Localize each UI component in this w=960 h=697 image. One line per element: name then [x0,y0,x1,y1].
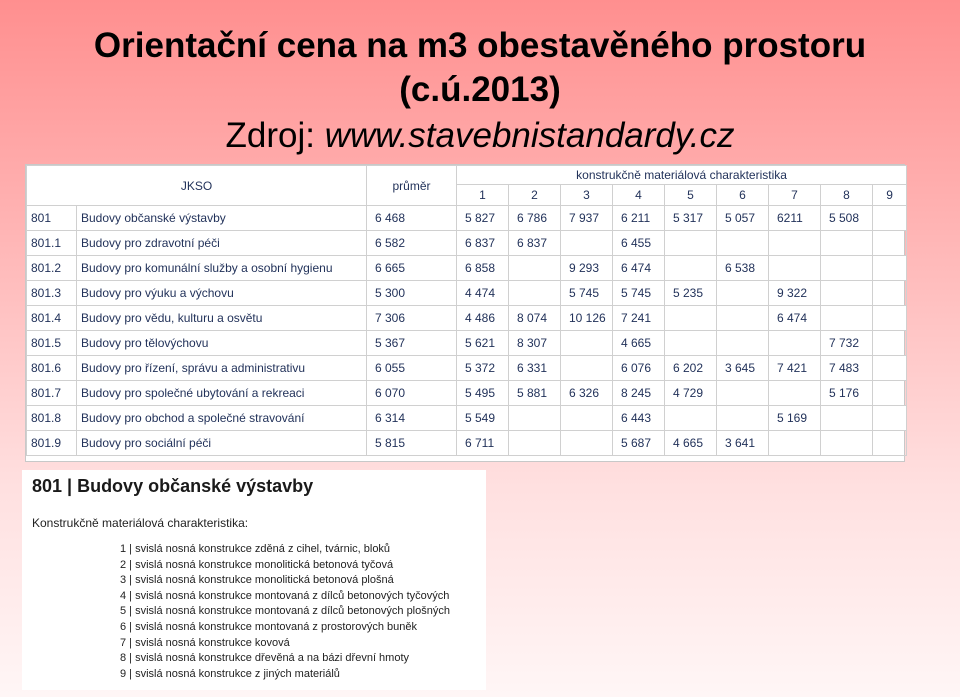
row-value [873,331,907,356]
row-value [561,231,613,256]
header-col-5: 5 [665,185,717,206]
row-value: 5 057 [717,206,769,231]
row-value: 5 235 [665,281,717,306]
table-row [27,206,907,231]
row-name: Budovy pro společné ubytování a rekreaci [77,381,367,406]
header-col-4: 4 [613,185,665,206]
row-value [821,231,873,256]
row-value: 6 474 [769,306,821,331]
row-value: 6 443 [613,406,665,431]
header-col-6: 6 [717,185,769,206]
row-value [769,381,821,406]
row-value: 6 331 [509,356,561,381]
header-col-2: 2 [509,185,561,206]
source-url: www.stavebnistandardy.cz [324,116,735,155]
table-row [27,356,907,381]
row-value: 6 202 [665,356,717,381]
legend-item: 3 | svislá nosná konstrukce monolitická betonová plošná [120,574,394,587]
row-name: Budovy pro tělovýchovu [77,331,367,356]
row-code: 801 [27,206,77,231]
row-value: 6 538 [717,256,769,281]
row-name: Budovy pro obchod a společné stravování [77,406,367,431]
row-value: 6 837 [509,231,561,256]
row-value: 6 786 [509,206,561,231]
row-value: 5 176 [821,381,873,406]
legend-item: 5 | svislá nosná konstrukce montovaná z dílců betonových plošných [120,605,450,618]
row-name: Budovy pro zdravotní péči [77,231,367,256]
row-value: 5 169 [769,406,821,431]
row-value [561,431,613,456]
legend-item: 2 | svislá nosná konstrukce monolitická betonová tyčová [120,558,394,571]
row-value: 5 687 [613,431,665,456]
row-value: 4 486 [457,306,509,331]
row-value: 6 326 [561,381,613,406]
row-value: 7 241 [613,306,665,331]
row-value [717,281,769,306]
legend-item: 7 | svislá nosná konstrukce kovová [120,636,290,649]
header-jkso: JKSO [27,166,367,206]
row-value: 7 937 [561,206,613,231]
row-value [873,406,907,431]
header-col-3: 3 [561,185,613,206]
row-value [873,206,907,231]
row-value [873,431,907,456]
row-value: 5 372 [457,356,509,381]
row-value [561,406,613,431]
row-value [873,306,907,331]
row-value [561,356,613,381]
row-value: 4 729 [665,381,717,406]
row-value: 4 665 [613,331,665,356]
legend-item: 1 | svislá nosná konstrukce zděná z cihel, tvárnic, bloků [120,543,391,555]
row-value: 6 474 [613,256,665,281]
row-value: 7 421 [769,356,821,381]
row-average: 6 468 [367,206,457,231]
row-value: 5 495 [457,381,509,406]
row-value: 7 483 [821,356,873,381]
row-code: 801.8 [27,406,77,431]
row-value: 6 711 [457,431,509,456]
row-value [769,231,821,256]
row-name: Budovy pro komunální služby a osobní hygienu [77,256,367,281]
row-name: Budovy občanské výstavby [77,206,367,231]
row-value [509,431,561,456]
row-value [821,281,873,306]
legend-item: 4 | svislá nosná konstrukce montovaná z dílců betonových tyčových [120,589,450,602]
row-value: 6211 [769,206,821,231]
table-row [27,256,907,281]
row-value [665,306,717,331]
row-average: 6 070 [367,381,457,406]
row-value [509,281,561,306]
row-value: 6 858 [457,256,509,281]
row-code: 801.5 [27,331,77,356]
legend-panel [22,470,486,690]
header-col-1: 1 [457,185,509,206]
row-average: 6 582 [367,231,457,256]
legend-item: 6 | svislá nosná konstrukce montovaná z prostorových buněk [120,620,417,633]
title-line-2: (c.ú.2013) [399,70,561,109]
row-code: 801.7 [27,381,77,406]
header-group: konstrukčně materiálová charakteristika [457,166,907,185]
row-value [665,256,717,281]
row-value: 5 508 [821,206,873,231]
row-name: Budovy pro sociální péči [77,431,367,456]
row-code: 801.6 [27,356,77,381]
row-value [769,256,821,281]
header-col-7: 7 [769,185,821,206]
row-code: 801.9 [27,431,77,456]
table-row [27,306,907,331]
row-value [509,406,561,431]
row-average: 6 055 [367,356,457,381]
row-value: 4 474 [457,281,509,306]
row-value [873,356,907,381]
table-row [27,331,907,356]
row-value [717,381,769,406]
row-value [821,406,873,431]
row-value [561,331,613,356]
row-value [665,406,717,431]
row-name: Budovy pro výuku a výchovu [77,281,367,306]
row-average: 5 815 [367,431,457,456]
row-value [717,231,769,256]
legend-list [120,542,450,682]
row-value [717,406,769,431]
row-value: 5 881 [509,381,561,406]
table-row [27,381,907,406]
legend-item: 8 | svislá nosná konstrukce dřevěná a na bázi dřevní hmoty [120,652,410,665]
row-value [821,256,873,281]
legend-title: 801 | Budovy občanské výstavby [32,476,314,496]
row-value [769,331,821,356]
row-average: 7 306 [367,306,457,331]
row-value: 5 745 [613,281,665,306]
source-prefix: Zdroj: [225,116,315,155]
row-value: 4 665 [665,431,717,456]
row-value [665,231,717,256]
title-line-1: Orientační cena na m3 obestavěného prostoru [93,26,867,65]
row-value [873,256,907,281]
row-value [821,306,873,331]
row-average: 6 665 [367,256,457,281]
row-value: 6 837 [457,231,509,256]
row-code: 801.2 [27,256,77,281]
row-value [717,306,769,331]
header-average: průměr [367,166,457,206]
legend-item: 9 | svislá nosná konstrukce z jiných materiálů [120,667,340,680]
row-value [717,331,769,356]
legend-subtitle: Konstrukčně materiálová charakteristika: [32,516,249,530]
row-value [665,331,717,356]
row-average: 6 314 [367,406,457,431]
table-row [27,281,907,306]
row-code: 801.4 [27,306,77,331]
table-row [27,231,907,256]
row-value: 5 317 [665,206,717,231]
price-table [26,165,907,456]
row-code: 801.1 [27,231,77,256]
row-value: 10 126 [561,306,613,331]
row-value: 3 641 [717,431,769,456]
row-value: 3 645 [717,356,769,381]
price-table-panel [25,164,905,462]
row-value: 6 076 [613,356,665,381]
row-value [821,431,873,456]
row-value [509,256,561,281]
header-col-9: 9 [873,185,907,206]
table-row [27,431,907,456]
row-value: 7 732 [821,331,873,356]
row-value: 5 745 [561,281,613,306]
row-average: 5 367 [367,331,457,356]
row-name: Budovy pro vědu, kulturu a osvětu [77,306,367,331]
row-value: 8 074 [509,306,561,331]
row-value: 8 245 [613,381,665,406]
row-value: 8 307 [509,331,561,356]
header-col-8: 8 [821,185,873,206]
row-value [873,381,907,406]
row-value: 6 211 [613,206,665,231]
row-value: 9 293 [561,256,613,281]
row-average: 5 300 [367,281,457,306]
row-value: 6 455 [613,231,665,256]
row-value [873,231,907,256]
row-code: 801.3 [27,281,77,306]
source-line [0,116,960,156]
row-value: 5 621 [457,331,509,356]
row-name: Budovy pro řízení, správu a administrativu [77,356,367,381]
row-value [769,431,821,456]
table-row [27,406,907,431]
row-value: 5 549 [457,406,509,431]
slide-title [0,24,960,112]
row-value [873,281,907,306]
row-value: 9 322 [769,281,821,306]
row-value: 5 827 [457,206,509,231]
